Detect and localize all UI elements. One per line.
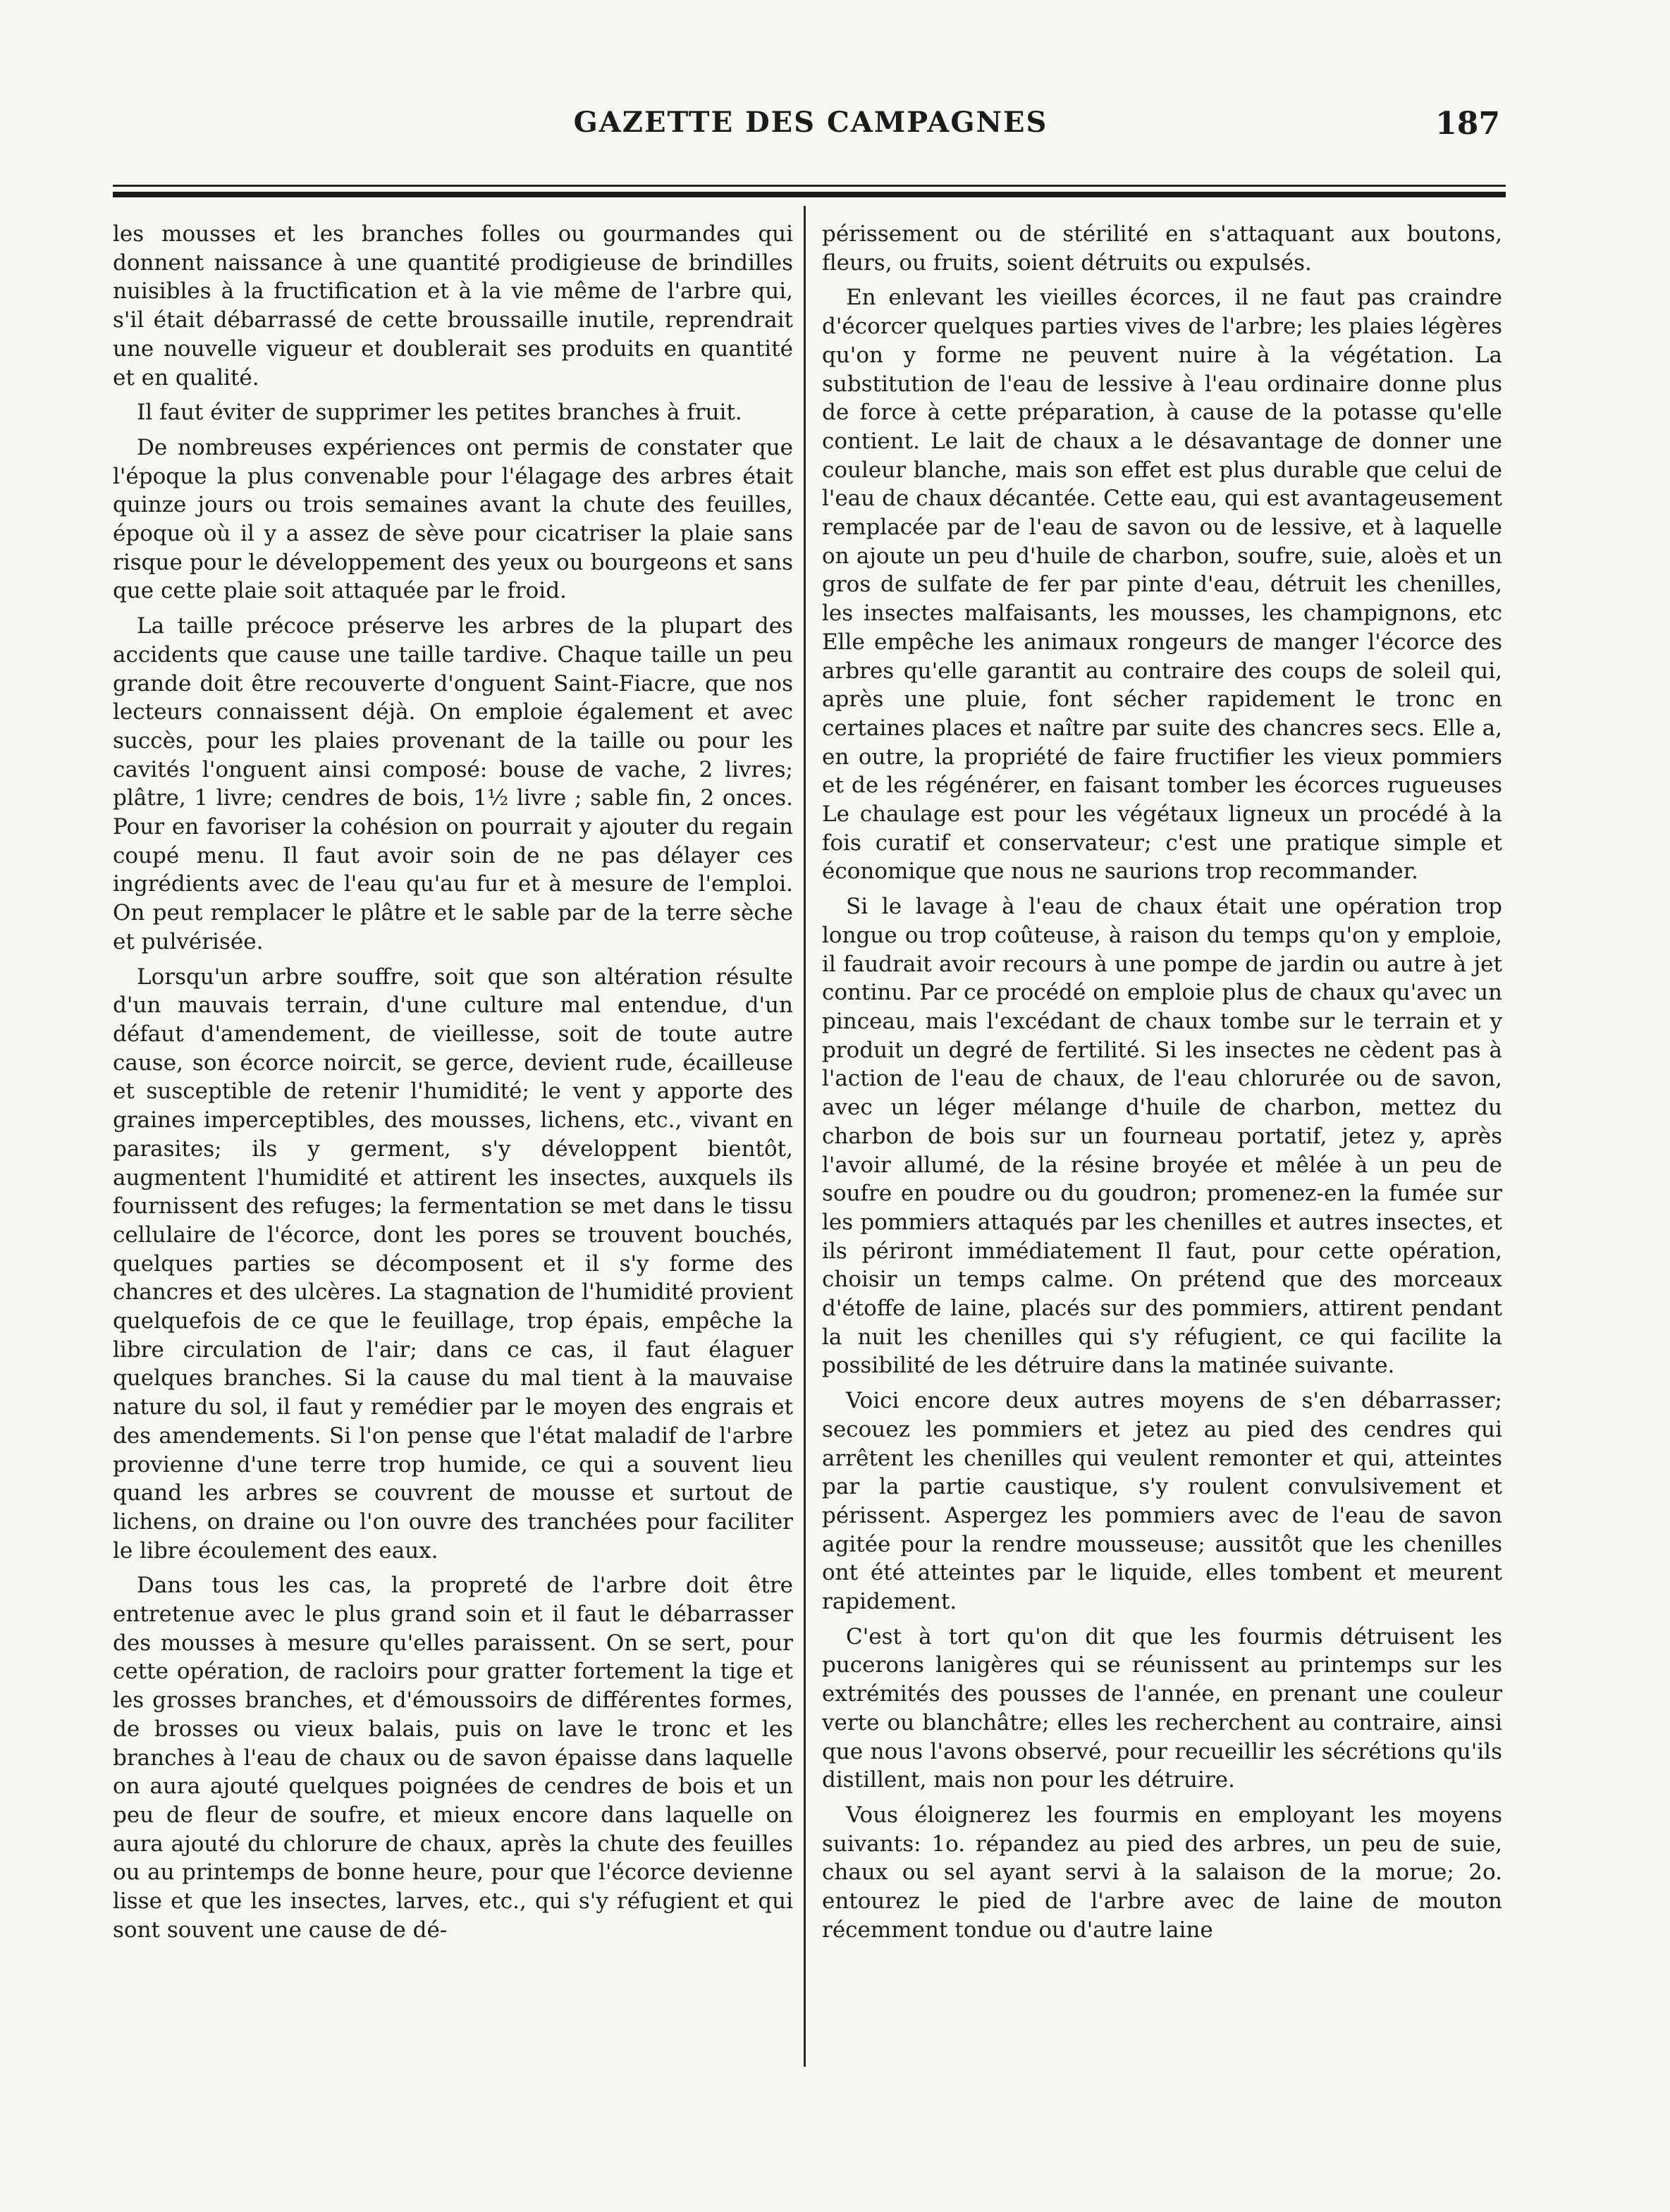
paragraph: périssement ou de stérilité en s'attaquant aux boutons, fleurs, ou fruits, soient détruits ou expulsés. [822,221,1502,276]
paragraph: Il faut éviter de supprimer les petites branches à fruit. [137,400,742,426]
paragraph: les mousses et les branches folles ou gourmandes qui donnent naissance à une quantité prodigieuse de brindilles nuisibles à la fructification et à la vie même de l'arbre qui, s'il était débarrassé de cette broussaille inutile, reprendrait une nouvelle vigueur et doublerait ses produits en quantité et en qualité. [113,221,793,391]
paragraph: Dans tous les cas, la propreté de l'arbre doit être entretenue avec le plus grand soin et il faut le débarrasser des mousses à mesure qu'elles paraissent. On se sert, pour cette opération, de racloirs pour gratter fortement la tige et les grosses branches, et d'émoussoirs de différentes formes, de brosses ou vieux balais, puis on lave le tronc et les branches à l'eau de chaux ou de savon épaisse dans laquelle on aura ajouté quelques poignées de cendres de bois et un peu de fleur de soufre, et mieux encore dans laquelle on aura ajouté du chlorure de chaux, après la chute des feuilles ou au printemps de bonne heure, pour que l'écorce devienne lisse et que les insectes, larves, etc., qui s'y réfugient et qui sont souvent une cause de dé- [113,1573,793,1943]
paragraph: C'est à tort qu'on dit que les fourmis détruisent les pucerons lanigères qui se réunissent au printemps sur les extrémités des pousses de l'année, en prenant une couleur verte ou blanchâtre; elles les recherchent au contraire, ainsi que nous l'avons observé, pour recueillir les sécrétions qu'ils distillent, mais non pour les détruire. [822,1623,1502,1793]
paragraph: En enlevant les vieilles écorces, il ne faut pas craindre d'écorcer quelques parties vives de l'arbre; les plaies légères qu'on y forme ne peuvent nuire à la végétation. La substitution de l'eau de lessive à l'eau ordinaire donne plus de force à cette préparation, à cause de la potasse qu'elle contient. Le lait de chaux a le désavantage de donner une couleur blanche, mais son effet est plus durable que celui de l'eau de chaux décantée. Cette eau, qui est avantageusement remplacée par de l'eau de savon ou de lessive, et à laquelle on ajoute un peu d'huile de charbon, soufre, suie, aloès et un gros de sulfate de fer par pinte d'eau, détruit les chenilles, les insectes malfaisants, les mousses, les champignons, etc Elle empêche les animaux rongeurs de manger l'écorce des arbres qu'elle garantit au contraire des coups de soleil qui, après une pluie, font sécher rapidement le tronc en certaines places et naître par suite des chancres secs. Elle a, en outre, la propriété de faire fructifier les vieux pommiers et de les régénérer, en faisant tomber les écorces rugueuses Le chaulage est pour les végétaux ligneux un procédé à la fois curatif et conservateur; c'est une pratique simple et économique que nous ne saurions trop recommander. [822,285,1502,885]
left-column [113,220,793,1950]
header-rule-thin [113,185,1506,187]
publication-title: GAZETTE DES CAMPAGNES [573,106,1048,139]
paragraph: De nombreuses expériences ont permis de constater que l'époque la plus convenable pour l'élagage des arbres était quinze jours ou trois semaines avant la chute des feuilles, époque où il y a assez de sève pour cicatriser la plaie sans risque pour le développement des yeux ou bourgeons et sans que cette plaie soit attaquée par le froid. [113,434,793,604]
page-number: 187 [1435,106,1500,142]
right-column [822,220,1502,1950]
running-head [113,106,1509,155]
header-rule-thick [113,192,1506,197]
paragraph: Voici encore deux autres moyens de s'en débarrasser; secouez les pommiers et jetez au pied des cendres qui arrêtent les chenilles qui veulent remonter et qui, atteintes par la partie caustique, s'y roulent convulsivement et périssent. Aspergez les pommiers avec de l'eau de savon agitée pour la rendre mousseuse; aussitôt que les chenilles ont été atteintes par le liquide, elles tombent et meurent rapidement. [822,1388,1502,1615]
paragraph: La taille précoce préserve les arbres de la plupart des accidents que cause une taille tardive. Chaque taille un peu grande doit être recouverte d'onguent Saint-Fiacre, que nos lecteurs connaissent déjà. On emploie également et avec succès, pour les plaies provenant de la taille ou pour les cavités l'onguent ainsi composé: bouse de vache, 2 livres; plâtre, 1 livre; cendres de bois, 1½ livre ; sable fin, 2 onces. Pour en favoriser la cohésion on pourrait y ajouter du regain coupé menu. Il faut avoir soin de ne pas délayer ces ingrédients avec de l'eau qu'au fur et à mesure de l'emploi. On peut remplacer le plâtre et le sable par de la terre sèche et pulvérisée. [113,613,793,954]
column-divider [804,206,806,2067]
paragraph: Si le lavage à l'eau de chaux était une opération trop longue ou trop coûteuse, à raison du temps qu'on y emploie, il faudrait avoir recours à une pompe de jardin ou autre à jet continu. Par ce procédé on emploie plus de chaux qu'avec un pinceau, mais l'excédant de chaux tombe sur le terrain et y produit un degré de fertilité. Si les insectes ne cèdent pas à l'action de l'eau de chaux, de l'eau chlorurée ou de savon, avec un léger mélange d'huile de charbon, mettez du charbon de bois sur un fourneau portatif, jetez y, après l'avoir allumé, de la résine broyée et mêlée à un peu de soufre en poudre ou du goudron; promenez-en la fumée sur les pommiers attaqués par les chenilles et autres insectes, et ils périront immédiatement Il faut, pour cette opération, choisir un temps calme. On prétend que des morceaux d'étoffe de laine, placés sur des pommiers, attirent pendant la nuit les chenilles qui s'y réfugient, ce qui facilite la possibilité de les détruire dans la matinée suivante. [822,894,1502,1379]
paragraph: Vous éloignerez les fourmis en employant les moyens suivants: 1o. répandez au pied des arbres, un peu de suie, chaux ou sel ayant servi à la salaison de la morue; 2o. entourez le pied de l'arbre avec de laine de mouton récemment tondue ou d'autre laine [822,1802,1502,1943]
paragraph: Lorsqu'un arbre souffre, soit que son altération résulte d'un mauvais terrain, d'une culture mal entendue, d'un défaut d'amendement, de vieillesse, soit de toute autre cause, son écorce noircit, se gerce, devient rude, écailleuse et susceptible de retenir l'humidité; le vent y apporte des graines imperceptibles, des mousses, lichens, etc., vivant en parasites; ils y germent, s'y développent bientôt, augmentent l'humidité et attirent les insectes, auxquels ils fournissent des refuges; la fermentation se met dans le tissu cellulaire de l'écorce, dont les pores se trouvent bouchés, quelques parties se décomposent et il s'y forme des chancres et des ulcères. La stagnation de l'humidité provient quelquefois de ce que le feuillage, trop épais, empêche la libre circulation de l'air; dans ce cas, il faut élaguer quelques branches. Si la cause du mal tient à la mauvaise nature du sol, il faut y remédier par le moyen des engrais et des amendements. Si l'on pense que l'état maladif de l'arbre provienne d'une terre trop humide, ce qui a souvent lieu quand les arbres se couvrent de mousse et surtout de lichens, on draine ou l'on ouvre des tranchées pour faciliter le libre écoulement des eaux. [113,964,793,1563]
